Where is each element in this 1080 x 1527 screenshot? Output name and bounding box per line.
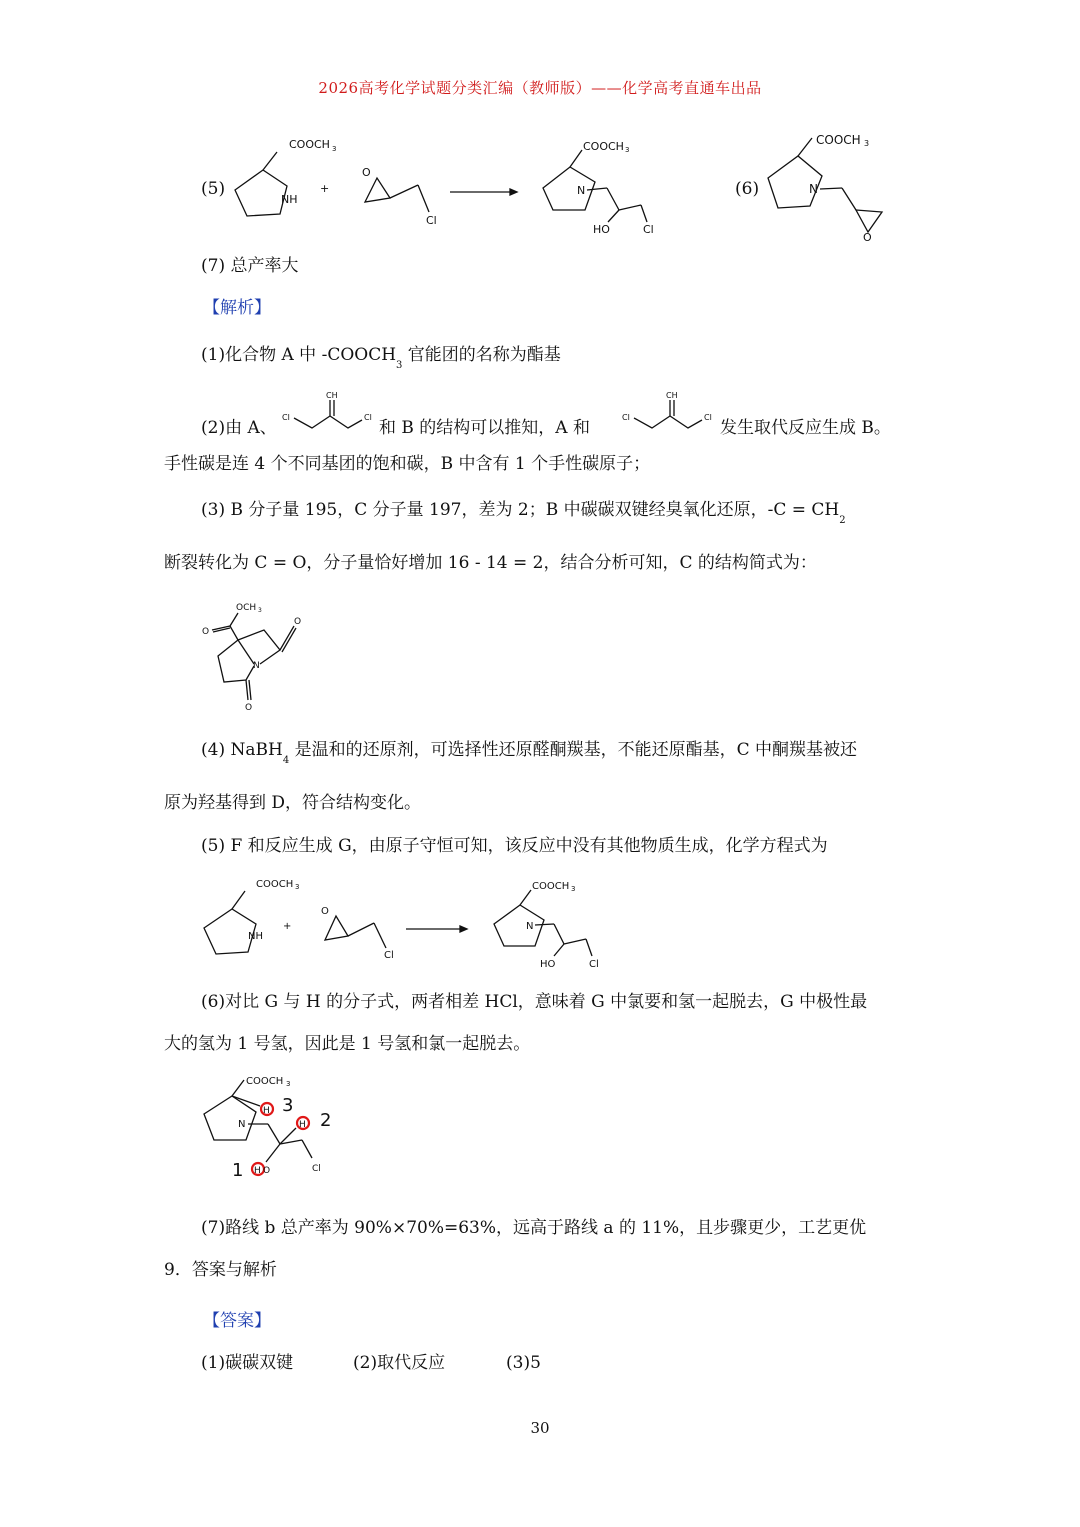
analysis-1: (1)化合物 A 中 $-COOCH_3$ 官能团的名称为酯基 bbox=[201, 345, 561, 371]
q9-answer-1: (1)碳碳双键 bbox=[201, 1353, 294, 1373]
q9-answer-2: (2)取代反应 bbox=[353, 1353, 446, 1373]
answer-7: (7) 总产率大 bbox=[201, 256, 299, 276]
svg-text:H: H bbox=[254, 1166, 261, 1176]
svg-text:O: O bbox=[362, 166, 371, 179]
svg-text:COOCH: COOCH bbox=[532, 881, 570, 892]
svg-text:HO: HO bbox=[593, 223, 610, 236]
svg-text:3: 3 bbox=[864, 139, 870, 148]
reaction-equation-analysis bbox=[198, 872, 618, 977]
svg-text:O: O bbox=[263, 1166, 271, 1176]
svg-text:N: N bbox=[577, 184, 586, 197]
svg-text:O: O bbox=[321, 906, 329, 917]
svg-text:NH: NH bbox=[248, 931, 263, 942]
svg-text:CH: CH bbox=[666, 391, 678, 400]
svg-text:3: 3 bbox=[625, 146, 630, 154]
svg-text:Cl: Cl bbox=[364, 413, 372, 422]
analysis-7: (7)路线 b 总产率为 90%×70%=63%，远高于路线 a 的 11%，且步骤更少，工艺更优 bbox=[201, 1218, 867, 1238]
question-9-title: 9．答案与解析 bbox=[164, 1260, 277, 1280]
svg-text:H: H bbox=[263, 1106, 270, 1116]
svg-text:3: 3 bbox=[332, 145, 337, 153]
nh-label: NH bbox=[281, 193, 298, 206]
svg-text:Cl: Cl bbox=[704, 413, 712, 422]
answer-6-label: (6) bbox=[735, 179, 760, 199]
structure-h bbox=[760, 128, 900, 248]
svg-text:3: 3 bbox=[286, 1080, 291, 1088]
analysis-2b: 和 B 的结构可以推知，A 和 bbox=[379, 418, 590, 438]
q9-answer-3: (3)5 bbox=[506, 1353, 541, 1373]
svg-text:Cl: Cl bbox=[312, 1164, 321, 1174]
svg-text:3: 3 bbox=[258, 607, 262, 614]
analysis-5: (5) F 和反应生成 G，由原子守恒可知，该反应中没有其他物质生成，化学方程式为 bbox=[201, 836, 828, 856]
svg-text:Cl: Cl bbox=[426, 214, 437, 227]
structure-c bbox=[198, 598, 308, 716]
analysis-2a: (2)由 A、 bbox=[201, 418, 277, 438]
svg-text:Cl: Cl bbox=[643, 223, 654, 236]
reaction-equation-top bbox=[225, 130, 685, 242]
analysis-6a: (6)对比 G 与 H 的分子式，两者相差 HCl，意味着 G 中氯要和氢一起脱去，G 中极性最 bbox=[201, 992, 868, 1012]
svg-text:CH: CH bbox=[326, 391, 338, 400]
hydrogen-number-3: 3 bbox=[282, 1095, 294, 1116]
svg-text:3: 3 bbox=[571, 885, 576, 893]
cooch3-label: COOCH bbox=[289, 138, 330, 151]
analysis-2c: 发生取代反应生成 B。 bbox=[720, 418, 891, 438]
svg-text:N: N bbox=[526, 921, 534, 932]
dichloro-alkene-1 bbox=[282, 388, 380, 434]
analysis-4c: 原为羟基得到 D，符合结构变化。 bbox=[164, 793, 422, 813]
svg-text:COOCH: COOCH bbox=[816, 133, 861, 147]
svg-text:3: 3 bbox=[295, 883, 300, 891]
svg-text:Cl: Cl bbox=[384, 950, 394, 961]
analysis-3b: 断裂转化为 C = O，分子量恰好增加 16 - 14 = 2，结合分析可知，C 的结构简式为： bbox=[164, 553, 817, 573]
svg-text:H: H bbox=[299, 1120, 306, 1130]
svg-text:+: + bbox=[283, 921, 292, 932]
page-header: 2026高考化学试题分类汇编（教师版）——化学高考直通车出品 bbox=[318, 79, 762, 97]
svg-text:COOCH: COOCH bbox=[256, 879, 294, 890]
svg-text:Cl: Cl bbox=[589, 959, 599, 970]
svg-text:Cl: Cl bbox=[282, 413, 290, 422]
svg-text:COOCH: COOCH bbox=[583, 140, 624, 153]
svg-text:O: O bbox=[245, 703, 253, 713]
svg-text:N: N bbox=[253, 661, 260, 671]
analysis-heading: 【解析】 bbox=[203, 298, 271, 318]
svg-text:O: O bbox=[202, 627, 210, 637]
dichloro-alkene-2 bbox=[622, 388, 720, 434]
page-number: 30 bbox=[530, 1419, 550, 1437]
analysis-2d: 手性碳是连 4 个不同基团的饱和碳，B 中含有 1 个手性碳原子； bbox=[164, 454, 651, 474]
svg-text:Cl: Cl bbox=[622, 413, 630, 422]
hydrogen-number-2: 2 bbox=[320, 1110, 332, 1131]
analysis-6b: 大的氢为 1 号氢，因此是 1 号氢和氯一起脱去。 bbox=[164, 1034, 531, 1054]
answer-5-label: (5) bbox=[201, 179, 226, 199]
hydrogen-number-1: 1 bbox=[232, 1160, 244, 1181]
svg-text:N: N bbox=[809, 182, 818, 196]
svg-text:O: O bbox=[863, 231, 872, 244]
analysis-4a: (4) NaBH$_4$ 是温和的还原剂，可选择性还原醛酮羰基，不能还原酯基，C 中酮羰基被还 bbox=[201, 740, 858, 766]
structure-g-numbered-hydrogens bbox=[198, 1068, 348, 1186]
svg-text:N: N bbox=[238, 1119, 246, 1130]
svg-text:OCH: OCH bbox=[236, 603, 257, 613]
svg-text:HO: HO bbox=[540, 959, 556, 970]
plus-sign: + bbox=[320, 182, 330, 195]
svg-text:O: O bbox=[294, 617, 302, 627]
answer-heading: 【答案】 bbox=[203, 1311, 271, 1331]
analysis-3a: (3) B 分子量 195，C 分子量 197，差为 2；B 中碳碳双键经臭氧化还原，$-C = CH_2$ bbox=[201, 500, 846, 526]
svg-text:COOCH: COOCH bbox=[246, 1076, 284, 1087]
